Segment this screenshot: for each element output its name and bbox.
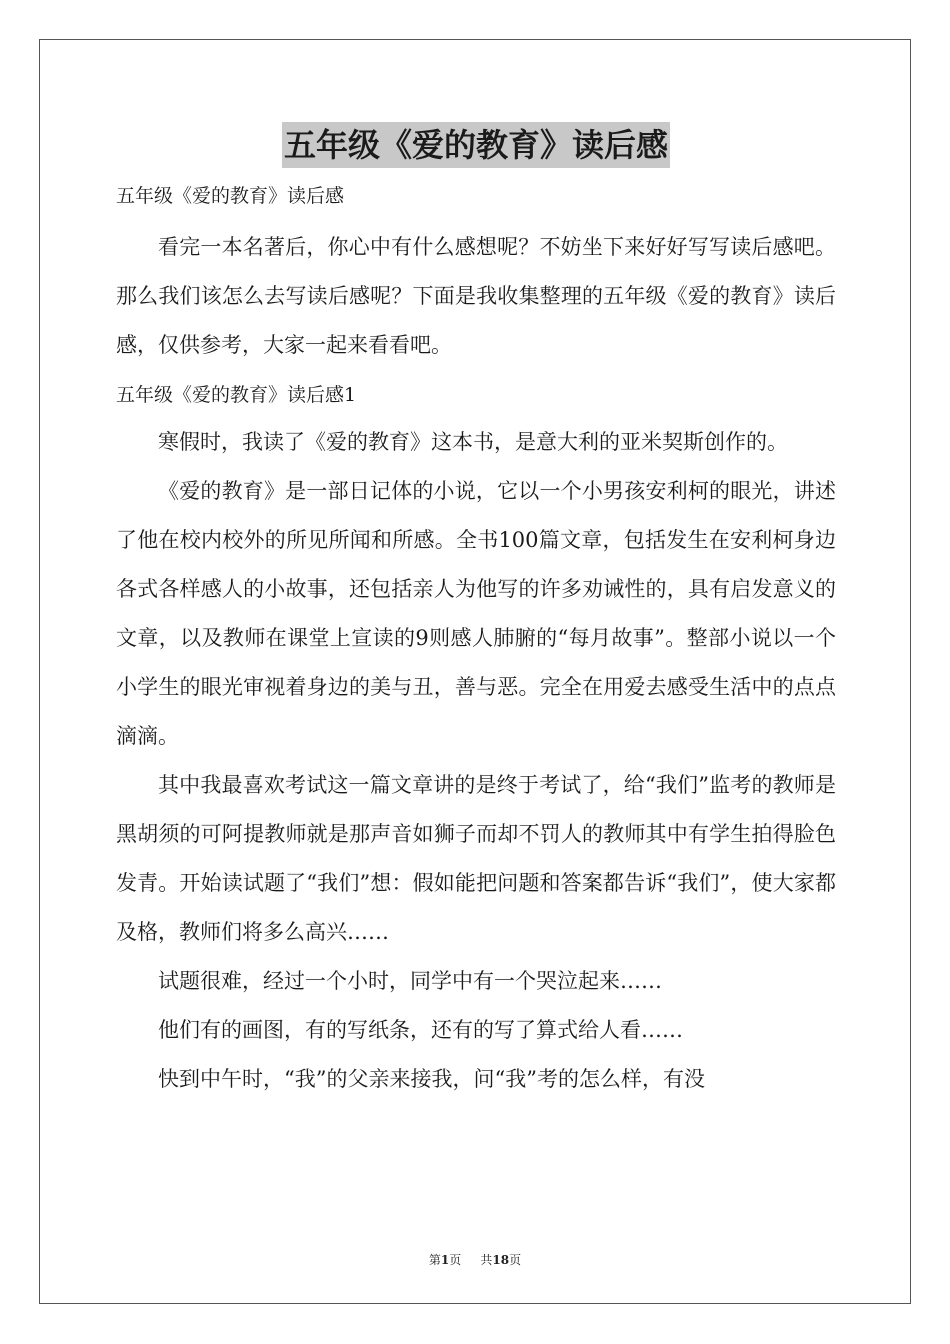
- page-indicator: [429, 1253, 461, 1267]
- page-suffix: 页: [449, 1253, 462, 1267]
- page-prefix: 第: [428, 1253, 441, 1267]
- total-prefix: 共: [480, 1253, 493, 1267]
- title-wrap: [116, 122, 836, 172]
- body-paragraph: 寒假时，我读了《爱的教育》这本书，是意大利的亚米契斯创作的。: [158, 430, 788, 454]
- total-pages-indicator: [480, 1253, 521, 1267]
- document-title: 五年级《爱的教育》读后感: [282, 122, 670, 168]
- body-paragraph: 试题很难，经过一个小时，同学中有一个哭泣起来……: [158, 969, 662, 993]
- page-number: 1: [440, 1253, 450, 1267]
- intro-paragraph: 看完一本名著后，你心中有什么感想呢？不妨坐下来好好写写读后感吧。那么我们该怎么去写读后感呢？下面是我收集整理的五年级《爱的教育》读后感，仅供参考，大家一起来看看吧。: [116, 235, 836, 357]
- total-pages: 18: [492, 1253, 510, 1267]
- body-paragraph: 快到中午时，“我”的父亲来接我，问“我”考的怎么样，有没: [158, 1067, 705, 1091]
- body-paragraph: 其中我最喜欢考试这一篇文章讲的是终于考试了，给“我们”监考的教师是黑胡须的可阿提教师就是那声音如狮子而却不罚人的教师其中有学生拍得脸色发青。开始读试题了“我们”想：假如能把问题和答案都告诉“我们”，使大家都及格，教师们将多么高兴……: [116, 773, 836, 944]
- body-paragraph: 他们有的画图，有的写纸条，还有的写了算式给人看……: [158, 1018, 683, 1042]
- total-suffix: 页: [509, 1253, 522, 1267]
- page-footer: [0, 1251, 950, 1268]
- section-heading: 五年级《爱的教育》读后感1: [116, 384, 357, 406]
- body-paragraph: 《爱的教育》是一部日记体的小说，它以一个小男孩安利柯的眼光，讲述了他在校内校外的所见所闻和所感。全书100篇文章，包括发生在安利柯身边各式各样感人的小故事，还包括亲人为他写的许多劝诫性的，具有启发意义的文章，以及教师在课堂上宣读的9则感人肺腑的“每月故事”。整部小说以一个小学生的眼光审视着身边的美与丑，善与恶。完全在用爱去感受生活中的点点滴滴。: [116, 479, 836, 748]
- document-body: [116, 122, 836, 1104]
- document-subtitle: 五年级《爱的教育》读后感: [116, 185, 345, 207]
